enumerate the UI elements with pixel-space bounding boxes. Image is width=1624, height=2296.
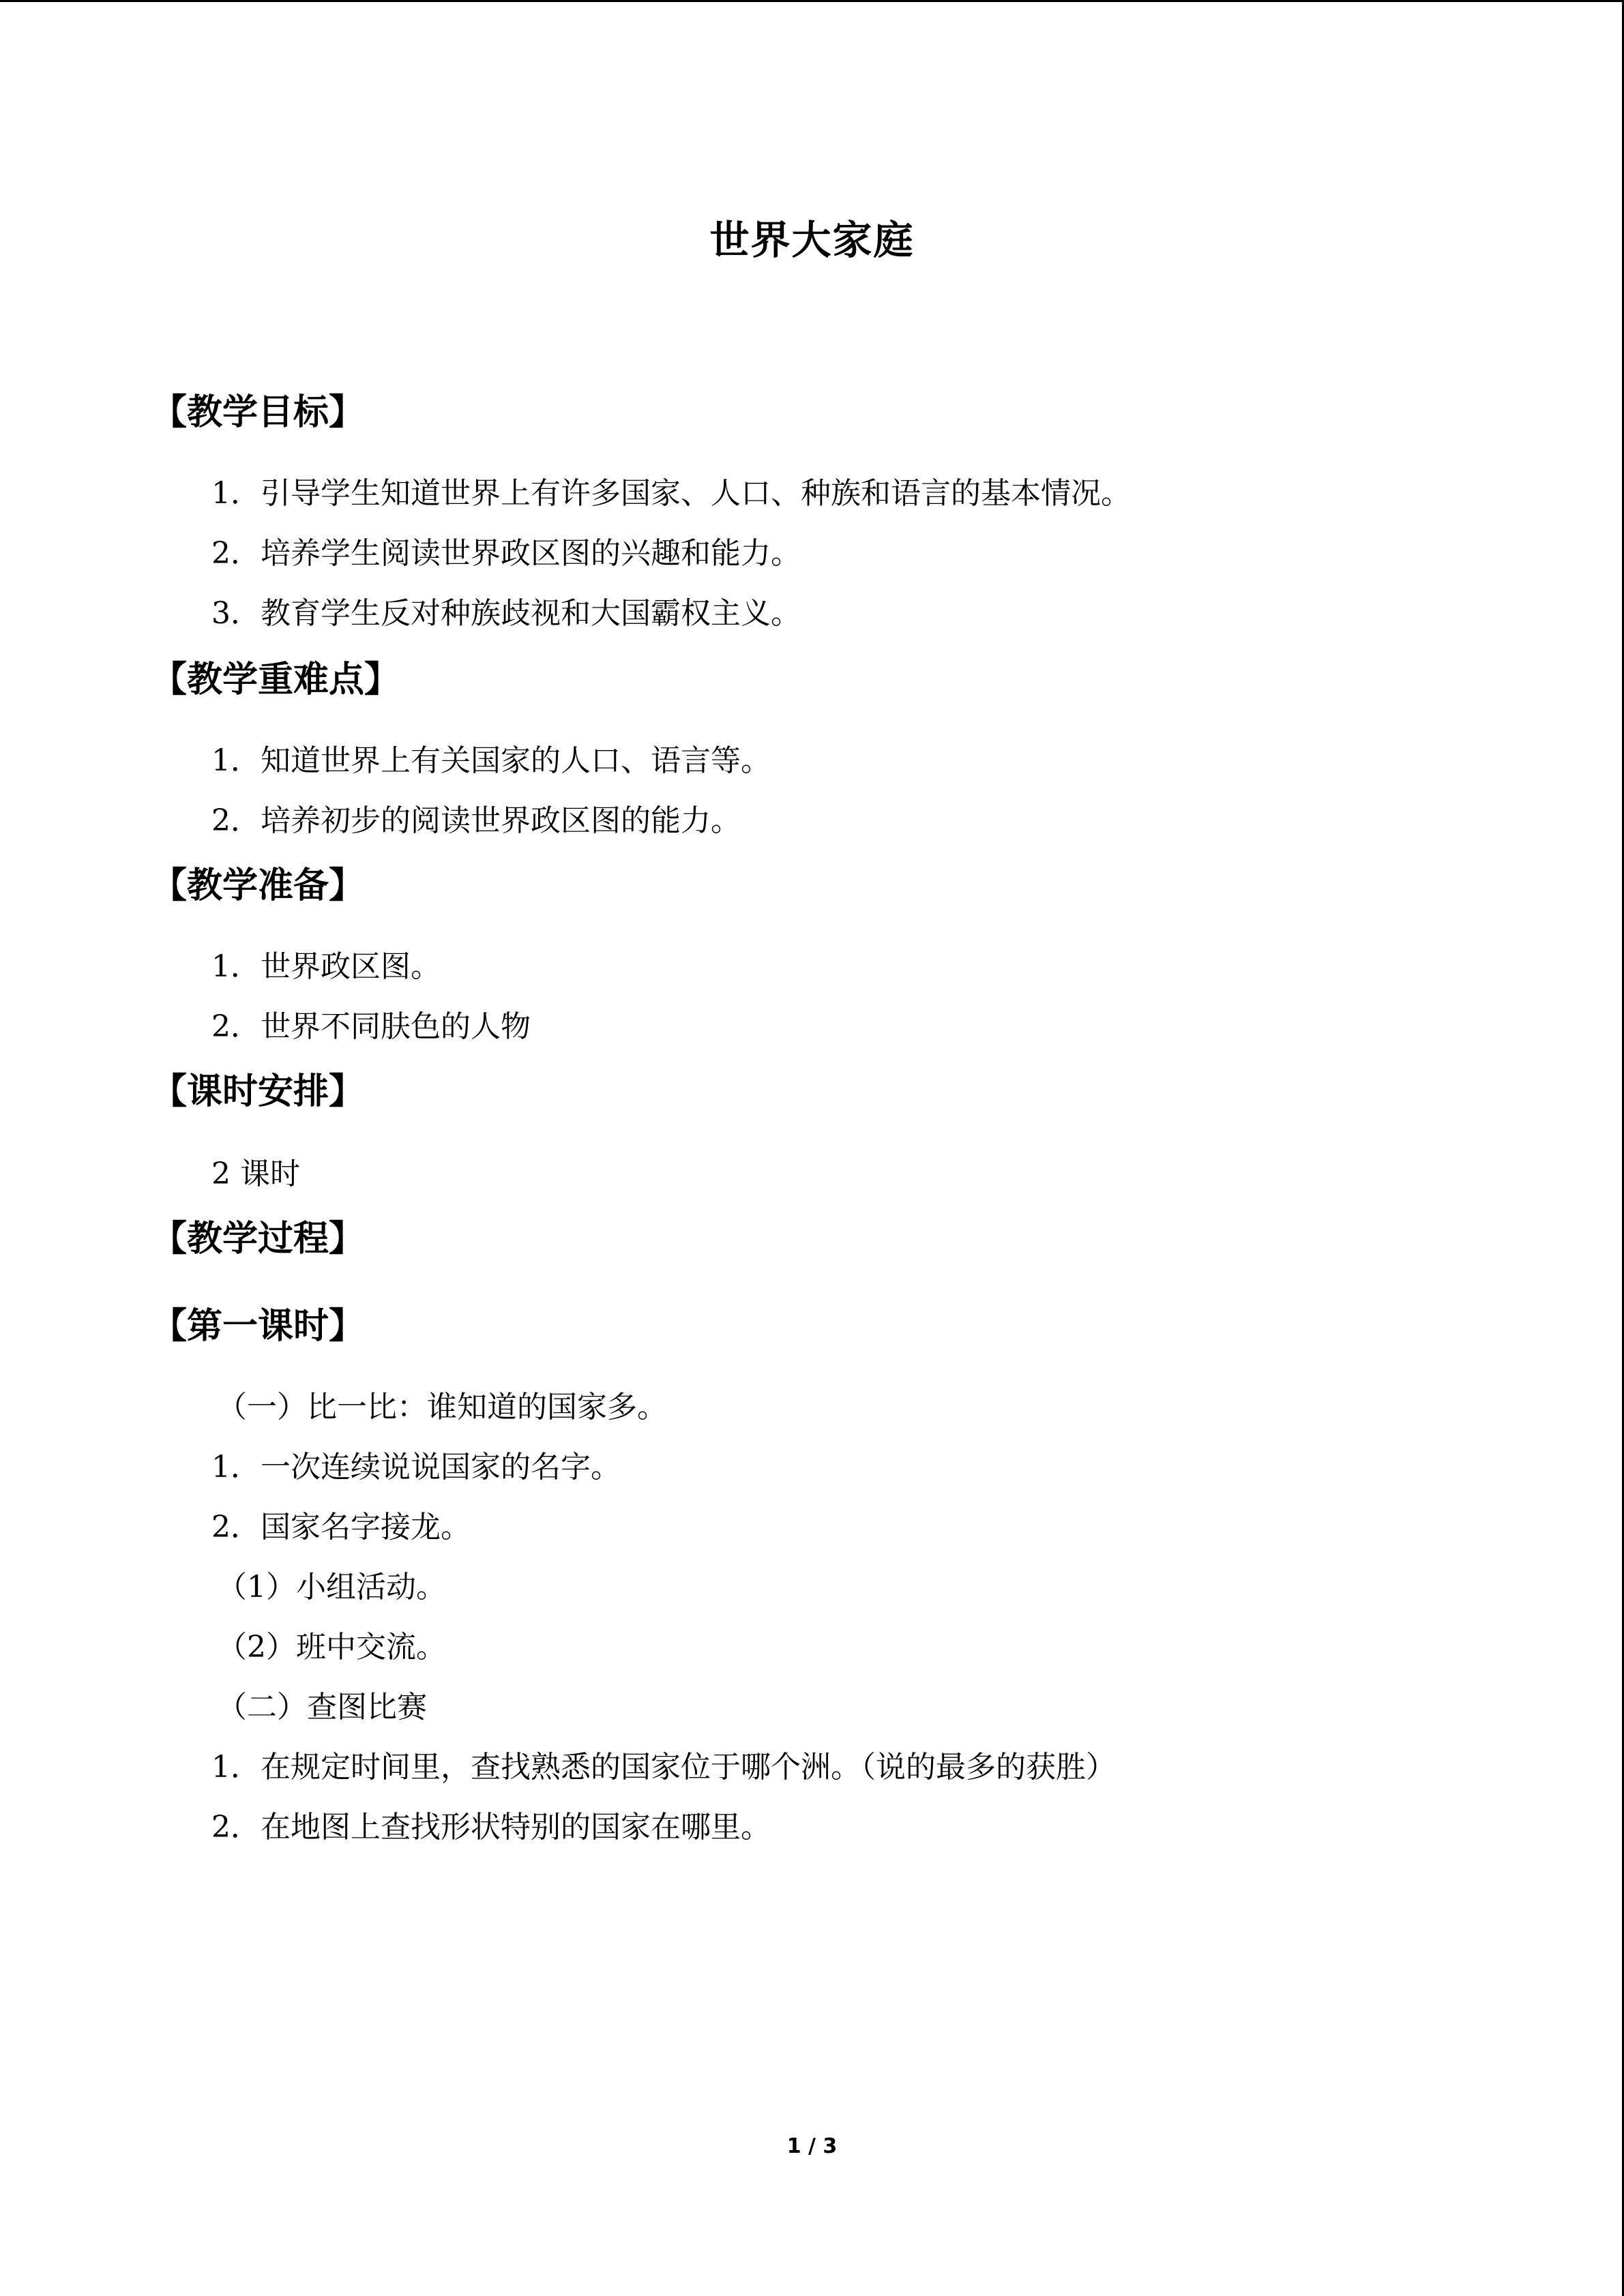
section-heading-schedule: 【课时安排】	[151, 1071, 365, 1112]
objective-item-2: 2．培养学生阅读世界政区图的兴趣和能力。	[211, 536, 801, 571]
lesson-one-line-8: 2．在地图上查找形状特别的国家在哪里。	[211, 1810, 771, 1845]
section-heading-process: 【教学过程】	[151, 1219, 365, 1259]
lesson-one-line-6: （二）查图比赛	[217, 1690, 427, 1725]
objective-item-1: 1．引导学生知道世界上有许多国家、人口、种族和语言的基本情况。	[211, 476, 1131, 511]
objective-item-3: 3．教育学生反对种族歧视和大国霸权主义。	[211, 596, 801, 631]
lesson-one-line-2: 1．一次连续说说国家的名字。	[211, 1450, 621, 1485]
lesson-one-line-1: （一）比一比：谁知道的国家多。	[217, 1390, 667, 1425]
key-point-item-1: 1．知道世界上有关国家的人口、语言等。	[211, 743, 771, 778]
lesson-one-line-7: 1．在规定时间里，查找熟悉的国家位于哪个洲。（说的最多的获胜）	[211, 1750, 1116, 1785]
section-heading-key-points: 【教学重难点】	[151, 659, 400, 700]
page-border-top	[0, 0, 1624, 2]
preparation-item-1: 1．世界政区图。	[211, 949, 441, 984]
schedule-text: 2 课时	[211, 1157, 300, 1191]
document-title: 世界大家庭	[709, 217, 915, 263]
section-heading-objectives: 【教学目标】	[151, 392, 365, 433]
lesson-one-line-5: （2）班中交流。	[217, 1630, 446, 1665]
page-number: 1 / 3	[786, 2134, 838, 2158]
preparation-item-2: 2．世界不同肤色的人物	[211, 1009, 531, 1044]
lesson-one-line-4: （1）小组活动。	[217, 1570, 446, 1605]
key-point-item-2: 2．培养初步的阅读世界政区图的能力。	[211, 803, 741, 838]
section-heading-lesson-one: 【第一课时】	[151, 1306, 365, 1347]
lesson-one-line-3: 2．国家名字接龙。	[211, 1510, 471, 1545]
section-heading-preparation: 【教学准备】	[151, 865, 365, 906]
